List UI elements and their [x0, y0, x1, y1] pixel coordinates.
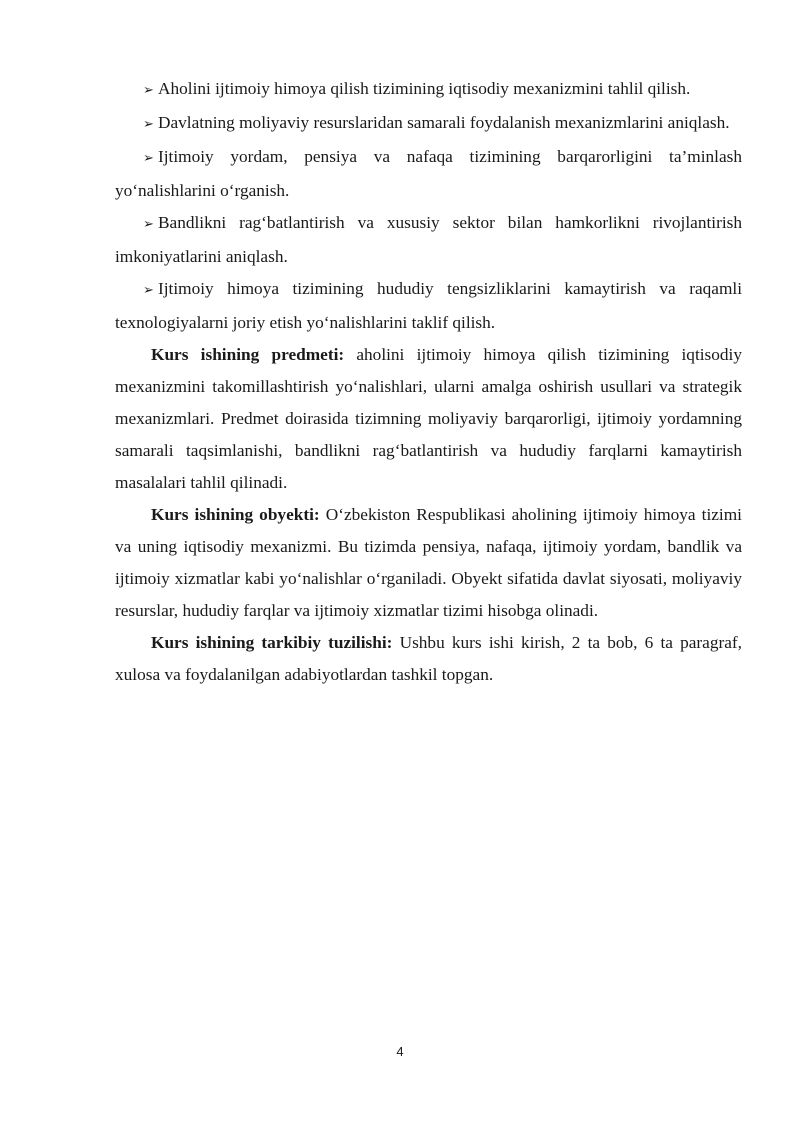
paragraph-text: O‘zbekiston Respublikasi aholining ijtimoiy himoya tizimi va uning iqtisodiy mexanizmi. Bu tizimda pensiya, nafaqa, ijtimoiy yordam, bandlik va ijtimoiy xizmatlar kabi yo‘nalishlar o‘rganiladi. Obyekt sifatida davlat siyosati, moliyaviy resurslar, hududiy farqlar va ijtimoiy xizmatlar tizimi hisobga olinadi.: [115, 505, 742, 620]
paragraph-text: aholini ijtimoiy himoya qilish tizimining iqtisodiy mexanizmini takomillashtirish yo‘nalishlari, ularni amalga oshirish usullari va strategik mexanizmlari. Predmet doirasida tizimning moliyaviy barqarorligi, ijtimoiy yordamning samarali taqsimlanishi, bandlikni rag‘batlantirish va hududiy farqlarni kamaytirish masalalari tahlil qilinadi.: [115, 345, 742, 492]
bullet-text: Aholini ijtimoiy himoya qilish tizimining iqtisodiy mexanizmini tahlil qilish.: [158, 79, 691, 98]
paragraph-label: Kurs ishining tarkibiy tuzilishi:: [151, 633, 393, 652]
bullet-text: Ijtimoiy himoya tizimining hududiy tengsizliklarini kamaytirish va raqamli texnologiyalarni joriy etish yo‘nalishlarini taklif qilish.: [115, 279, 742, 332]
arrow-bullet-icon: ➢: [143, 283, 154, 298]
bullet-text: Ijtimoiy yordam, pensiya va nafaqa tizimining barqarorligini ta’minlash yo‘nalishlarini o‘rganish.: [115, 147, 742, 200]
paragraph-subject: [115, 339, 742, 499]
arrow-bullet-icon: ➢: [143, 117, 154, 132]
paragraph-text: Ushbu kurs ishi kirish, 2 ta bob, 6 ta paragraf, xulosa va foydalanilgan adabiyotlardan tashkil topgan.: [115, 633, 742, 684]
bullet-text: Davlatning moliyaviy resurslaridan samarali foydalanish mexanizmlarini aniqlash.: [158, 113, 730, 132]
bullet-item: [115, 73, 742, 107]
arrow-bullet-icon: ➢: [143, 217, 154, 232]
bullet-item: [115, 273, 742, 339]
paragraph-structure: [115, 627, 742, 691]
arrow-bullet-icon: ➢: [143, 151, 154, 166]
paragraph-object: [115, 499, 742, 627]
page-number: 4: [396, 1044, 404, 1059]
paragraph-label: Kurs ishining obyekti:: [151, 505, 320, 524]
document-body: [115, 73, 742, 691]
bullet-item: [115, 107, 742, 141]
arrow-bullet-icon: ➢: [143, 83, 154, 98]
bullet-item: [115, 141, 742, 207]
bullet-item: [115, 207, 742, 273]
bullet-text: Bandlikni rag‘batlantirish va xususiy sektor bilan hamkorlikni rivojlantirish imkoniyatlarini aniqlash.: [115, 213, 742, 266]
paragraph-label: Kurs ishining predmeti:: [151, 345, 345, 364]
